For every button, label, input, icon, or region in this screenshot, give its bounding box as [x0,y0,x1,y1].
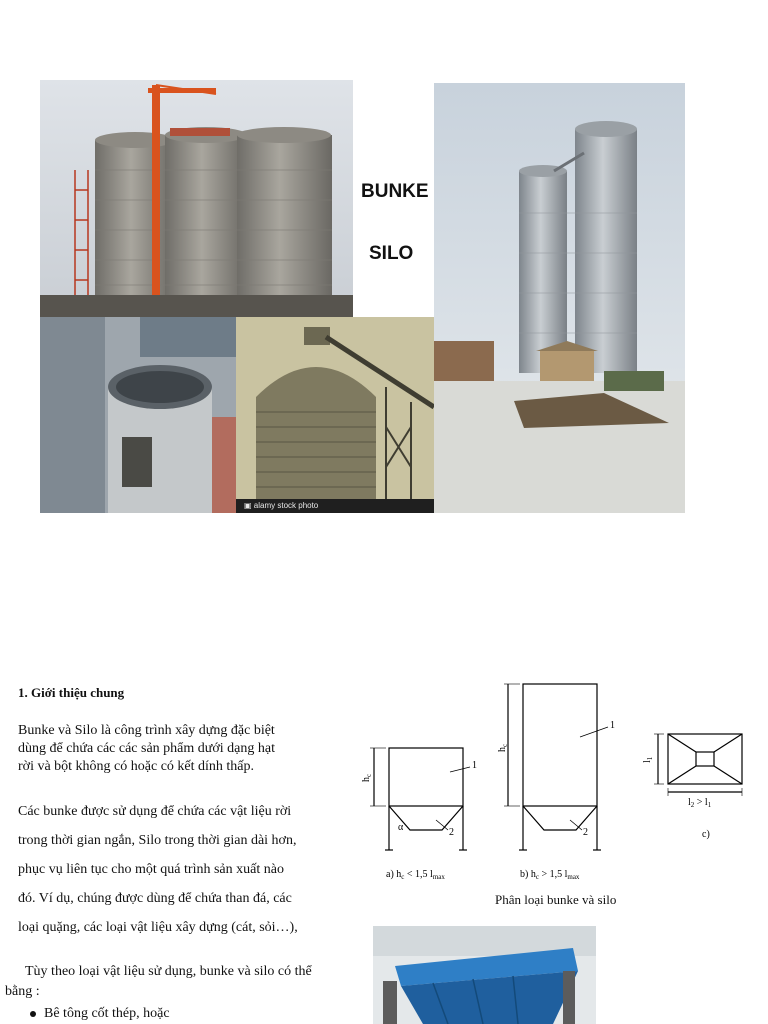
label-alpha: α [398,822,404,833]
bunker-silo-classification-diagram [358,672,752,882]
photo-vintage-silo-engraving [236,317,434,513]
label-l1: $l_1$ [642,756,654,763]
label-hc-b: $h_c$ [497,743,509,752]
intro-paragraph [18,720,275,777]
bullet-item: Bê tông cốt thép, hoặc [30,1004,170,1024]
intro-line: dùng để chứa các các sản phẩm dưới dạng hạt [18,741,275,756]
material-line: bằng : [5,984,40,999]
label-c: c) [702,829,710,840]
section-heading: 1. Giới thiệu chung [18,685,125,700]
usage-line: trong thời gian ngắn, Silo trong thời gian dài hơn, [18,833,297,848]
diagram-caption: Phân loại bunke và silo [495,892,617,907]
material-paragraph [5,960,312,1004]
photo-two-silos [434,83,685,513]
intro-line: rời và bột không có hoặc có kết dính thấp. [18,759,255,774]
label-bunke: BUNKE [361,181,429,202]
label-part-1-b: 1 [610,720,615,731]
label-b-condition: b) $h_c > 1,5$ $l_{max}$ [520,869,580,881]
usage-line: Các bunke được sử dụng để chứa các vật liệu rời [18,804,292,819]
label-l2-gt-l1: $l_2 > l_1$ [688,797,712,809]
bullet-dot [30,1011,36,1017]
label-hc-a: $h_c$ [361,773,373,782]
label-silo: SILO [369,243,414,264]
camera-icon: ▣ [244,501,254,510]
label-a-condition: a) $h_c < 1,5$ $l_{max}$ [386,869,445,881]
photo-silo-shell-aerial [40,317,236,513]
usage-line: loại quặng, các loại vật liệu xây dựng (cát, sỏi…), [18,920,298,935]
label-part-1-a: 1 [472,760,477,771]
photo-silos-construction [40,80,353,317]
intro-line: Bunke và Silo là công trình xây dựng đặc biệt [18,723,275,738]
usage-paragraph [18,797,298,942]
material-line: Tùy theo loại vật liệu sử dụng, bunke và silo có thể [25,964,312,979]
label-part-2-a: 2 [449,827,454,838]
alamy-watermark: ▣ alamy stock photo [236,499,434,513]
usage-line: đó. Ví dụ, chúng được dùng để chứa than đá, các [18,891,292,906]
label-part-2-b: 2 [583,827,588,838]
usage-line: phục vụ liên tục cho một quá trình sản xuất nào [18,862,284,877]
photo-blue-bunker [373,926,596,1024]
